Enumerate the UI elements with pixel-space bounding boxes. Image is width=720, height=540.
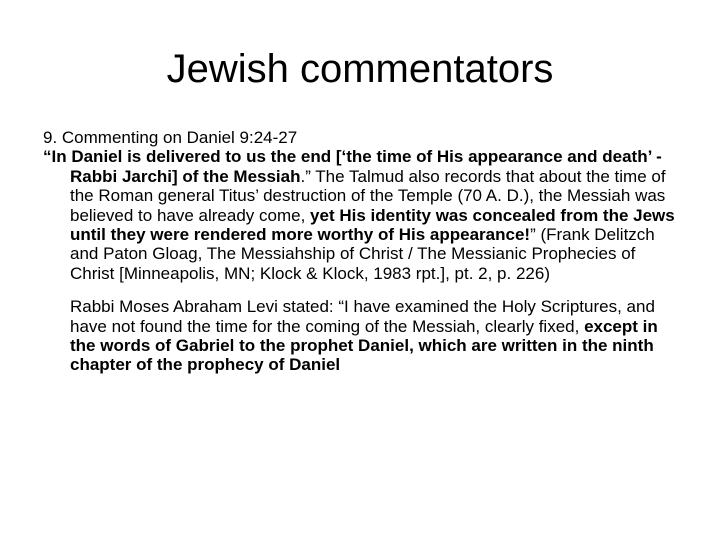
quote-bold-open: “In Daniel is delivered to us the end [‘the time of His appearance and death’ - Rabbi Jarchi] of the Messiah (43, 147, 662, 186)
quote-bold-mid: yet His identity was concealed from the Jews until they were rendered more worthy of His appearance! (70, 205, 675, 245)
slide-title: Jewish commentators (166, 47, 554, 91)
levi-plain: Rabbi Moses Abraham Levi stated: “I have examined the Holy Scriptures, and have not found the time for the coming of the Messiah, clearly fixed, (70, 297, 655, 336)
talmud-quote (43, 147, 683, 283)
levi-bold: except in the words of Gabriel to the prophet Daniel, which are written in the ninth chapter of the prophecy of Daniel (70, 316, 658, 375)
reference-line: 9. Commenting on Daniel 9:24-27 (43, 128, 298, 147)
slide-body (43, 128, 683, 375)
quote-mid: .” The Talmud also records that about the time of the Roman general Titus’ destruction of the Temple (70 A. D.), the Messiah was believed to have already come, (70, 166, 666, 225)
quote-tail: ” (Frank Delitzch and Paton Gloag, The Messiahship of Christ / The Messianic Prophecies of Christ [Minneapolis, MN; Klock & Klock, 1983 rpt.], pt. 2, p. 226) (70, 225, 655, 283)
levi-paragraph (43, 297, 683, 375)
